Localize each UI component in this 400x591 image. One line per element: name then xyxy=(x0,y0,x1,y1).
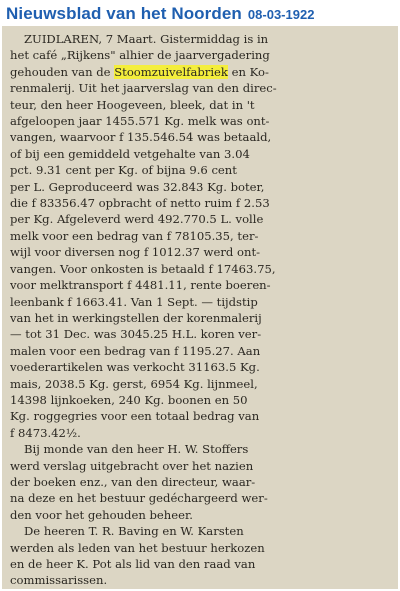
article-line: leenbank f 1663.41. Van 1 Sept. — tijdstip xyxy=(10,294,258,309)
article-paragraph xyxy=(10,523,392,589)
article-line: malen voor een bedrag van f 1195.27. Aan xyxy=(10,343,261,358)
newspaper-name: Nieuwsblad van het Noorden xyxy=(6,4,242,23)
article-line: pct. 9.31 cent per Kg. of bijna 9.6 cent xyxy=(10,163,237,178)
article-line: Kg. roggegries voor een totaal bedrag van xyxy=(10,409,260,424)
article-line: ZUIDLAREN, 7 Maart. Gistermiddag is in xyxy=(24,32,269,46)
article-line: teur, den heer Hoogeveen, bleek, dat in 't xyxy=(10,97,255,112)
article-line: van het in werkingstellen der korenmalerij xyxy=(10,310,262,325)
article-line: commissarissen. xyxy=(10,573,108,588)
line-text: en Ko- xyxy=(227,64,269,79)
article-line: werd verslag uitgebracht over het nazien xyxy=(10,458,254,473)
article-paragraph xyxy=(10,441,392,523)
article-line: renmalerij. Uit het jaarverslag van den direc- xyxy=(10,81,277,96)
article-line: en de heer K. Pot als lid van den raad van xyxy=(10,557,256,571)
article-line: Bij monde van den heer H. W. Stoffers xyxy=(24,442,249,457)
publication-date: 08-03-1922 xyxy=(247,7,315,22)
line-text: gehouden van de xyxy=(10,64,115,79)
article-paragraph xyxy=(10,31,392,441)
article-line: die f 83356.47 opbracht of netto ruim f 2.53 xyxy=(10,196,270,211)
article-line: — tot 31 Dec. was 3045.25 H.L. koren ver- xyxy=(10,327,262,342)
article-body xyxy=(10,31,392,589)
article-line: of bij een gemiddeld vetgehalte van 3.04 xyxy=(10,146,250,161)
article-line: melk voor een bedrag van f 78105.35, ter- xyxy=(10,228,259,243)
article-line: vangen, waarvoor f 135.546.54 was betaald, xyxy=(10,130,272,145)
highlighted-keyword: Stoomzuivelfabriek xyxy=(114,64,228,79)
article-line: per L. Geproduceerd was 32.843 Kg. boter, xyxy=(10,179,265,194)
article-line: mais, 2038.5 Kg. gerst, 6954 Kg. lijnmeel, xyxy=(10,376,258,391)
article-line: der boeken enz., van den directeur, waar- xyxy=(10,474,256,489)
article-line: den voor het gehouden beheer. xyxy=(10,507,193,522)
article-line: wijl voor diversen nog f 1012.37 werd ont- xyxy=(10,245,261,260)
article-line: per Kg. Afgeleverd werd 492.770.5 L. volle xyxy=(10,212,264,227)
article-line: f 8473.42½. xyxy=(10,425,81,440)
clipping-header xyxy=(6,4,314,26)
article-line: 14398 lijnkoeken, 240 Kg. boonen en 50 xyxy=(10,392,248,407)
article-line xyxy=(10,64,392,80)
article-line: het café „Rijkens" alhier de jaarvergadering xyxy=(10,48,270,63)
article-line: voederartikelen was verkocht 31163.5 Kg. xyxy=(10,360,260,375)
article-line: vangen. Voor onkosten is betaald f 17463.75, xyxy=(10,261,276,276)
newspaper-clipping xyxy=(2,26,398,589)
article-line: afgeloopen jaar 1455.571 Kg. melk was ont- xyxy=(10,114,270,129)
article-line: De heeren T. R. Baving en W. Karsten xyxy=(24,524,244,539)
article-line: werden als leden van het bestuur herkozen xyxy=(10,540,265,555)
article-line: na deze en het bestuur gedéchargeerd wer- xyxy=(10,491,268,506)
article-line: voor melktransport f 4481.11, rente boeren- xyxy=(10,278,271,293)
